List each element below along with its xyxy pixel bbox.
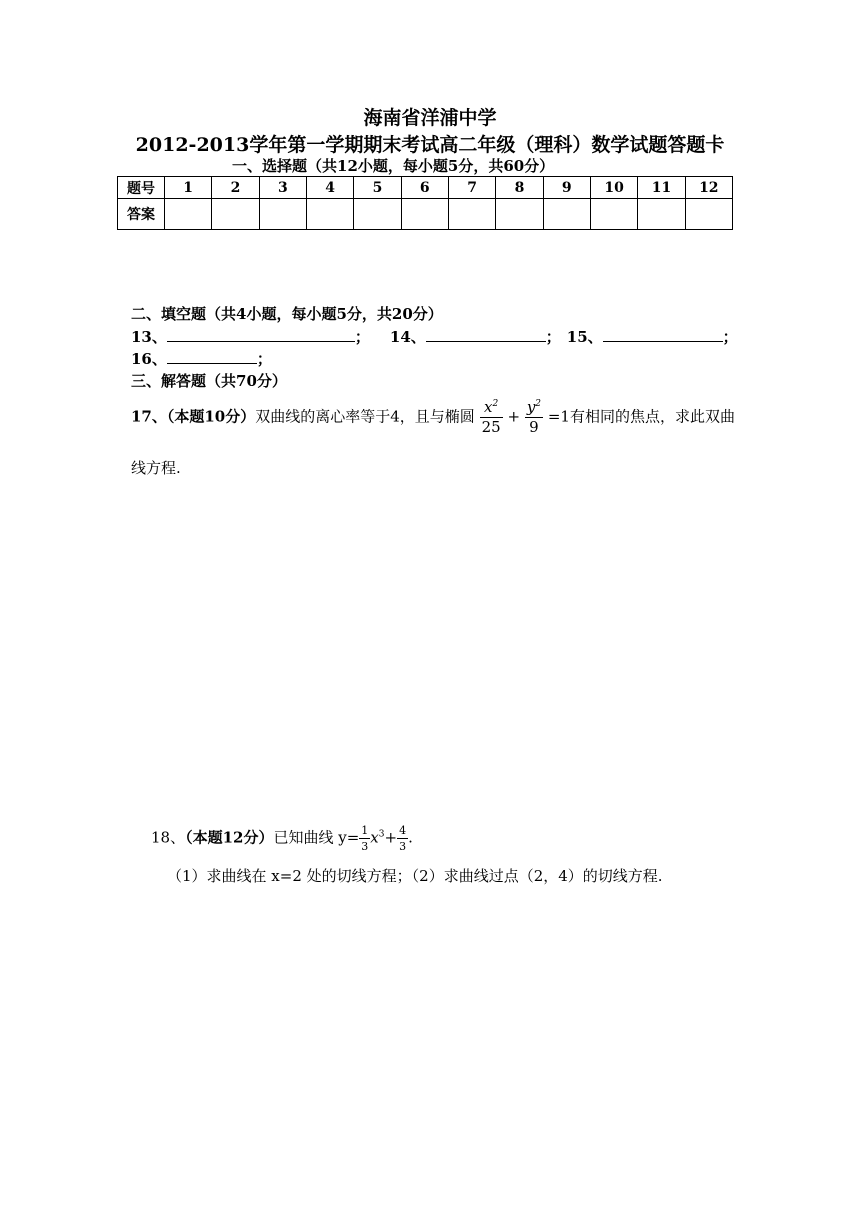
q17-text-c: 线方程. [131,459,181,477]
question-number: 10 [590,177,637,199]
q17-label: 17、（本题10分） [131,407,256,426]
frac-one-third: $\frac{1}{3}$ [361,824,369,853]
q16-blank[interactable] [167,349,257,364]
row-label-answer: 答案 [118,199,165,230]
question-number: 1 [165,177,212,199]
q18-subquestions: （1）求曲线在 x=2 处的切线方程；（2）求曲线过点（2，4）的切线方程. [167,867,663,885]
answer-cell[interactable] [165,199,212,230]
q13-label: 13、 [131,328,167,346]
fill-blank-row-1 [131,326,738,347]
answer-cell[interactable] [448,199,495,230]
q15-label: 15、 [566,328,603,346]
plus-sign: + [507,407,521,426]
answer-cell[interactable] [543,199,590,230]
school-name: 海南省洋浦中学 [363,107,497,129]
fill-blank-row-2 [131,348,272,369]
var-y: y [526,398,536,416]
row-label-number: 题号 [118,177,165,199]
question-number: 7 [448,177,495,199]
q17-text-a: 双曲线的离心率等于4，且与椭圆 [255,407,475,426]
q14-blank[interactable] [426,327,546,342]
answer-cell[interactable] [685,199,732,230]
answer-cell[interactable] [590,199,637,230]
q13-blank[interactable] [167,327,355,342]
answer-grid [117,176,733,230]
q17-text-b: 有相同的焦点，求此双曲 [569,407,735,426]
answer-cell[interactable] [638,199,685,230]
ellipse-frac-y: $\frac{y^2}{9}$ [526,398,542,436]
answer-cell[interactable] [306,199,353,230]
answer-row [118,199,733,230]
section1-title: 一、选择题（共12小题，每小题5分，共60分） [232,157,555,175]
var-x: x [484,398,493,416]
question-number: 12 [685,177,732,199]
ellipse-frac-x: $\frac{x^2}{25}$ [481,398,501,436]
q16-label: 16、 [131,350,167,368]
question-number: 2 [212,177,259,199]
question-number: 4 [306,177,353,199]
separator: ； [256,350,272,368]
denominator-25: 25 [481,418,501,436]
question-number: 3 [259,177,306,199]
answer-cell[interactable] [401,199,448,230]
plus-sign: + [384,828,398,847]
period: . [408,828,413,847]
answer-cell[interactable] [212,199,259,230]
separator: ； [545,328,561,346]
section2-title: 二、填空题（共4小题，每小题5分，共20分） [131,305,443,323]
number-row [118,177,733,199]
answer-cell[interactable] [496,199,543,230]
separator: ； [722,328,738,346]
question-number: 8 [496,177,543,199]
frac-four-thirds: $\frac{4}{3}$ [399,824,407,853]
q18-label: 18、 [151,828,186,847]
question-number: 9 [543,177,590,199]
separator: ； [354,328,370,346]
q17-line-1 [131,400,735,435]
q18-text-a: 已知曲线 y= [273,828,360,847]
section3-title: 三、解答题（共70分） [131,372,287,390]
q15-blank[interactable] [603,327,723,342]
answer-cell[interactable] [354,199,401,230]
q14-label: 14、 [389,328,426,346]
denominator-9: 9 [529,418,539,436]
question-number: 5 [354,177,401,199]
term-x: x [370,828,379,847]
q18-line-1: 18、（本题12分）已知曲线 y= $\frac{1}{3}$ $x^3+$ $\frac{4}{3}$ . [151,824,413,853]
equals-one: =1 [547,407,570,426]
answer-cell[interactable] [259,199,306,230]
exam-title: 2012-2013学年第一学期期末考试高二年级（理科）数学试题答题卡 [135,134,725,156]
q18-score: （本题12分） [185,828,274,847]
question-number: 6 [401,177,448,199]
question-number: 11 [638,177,685,199]
